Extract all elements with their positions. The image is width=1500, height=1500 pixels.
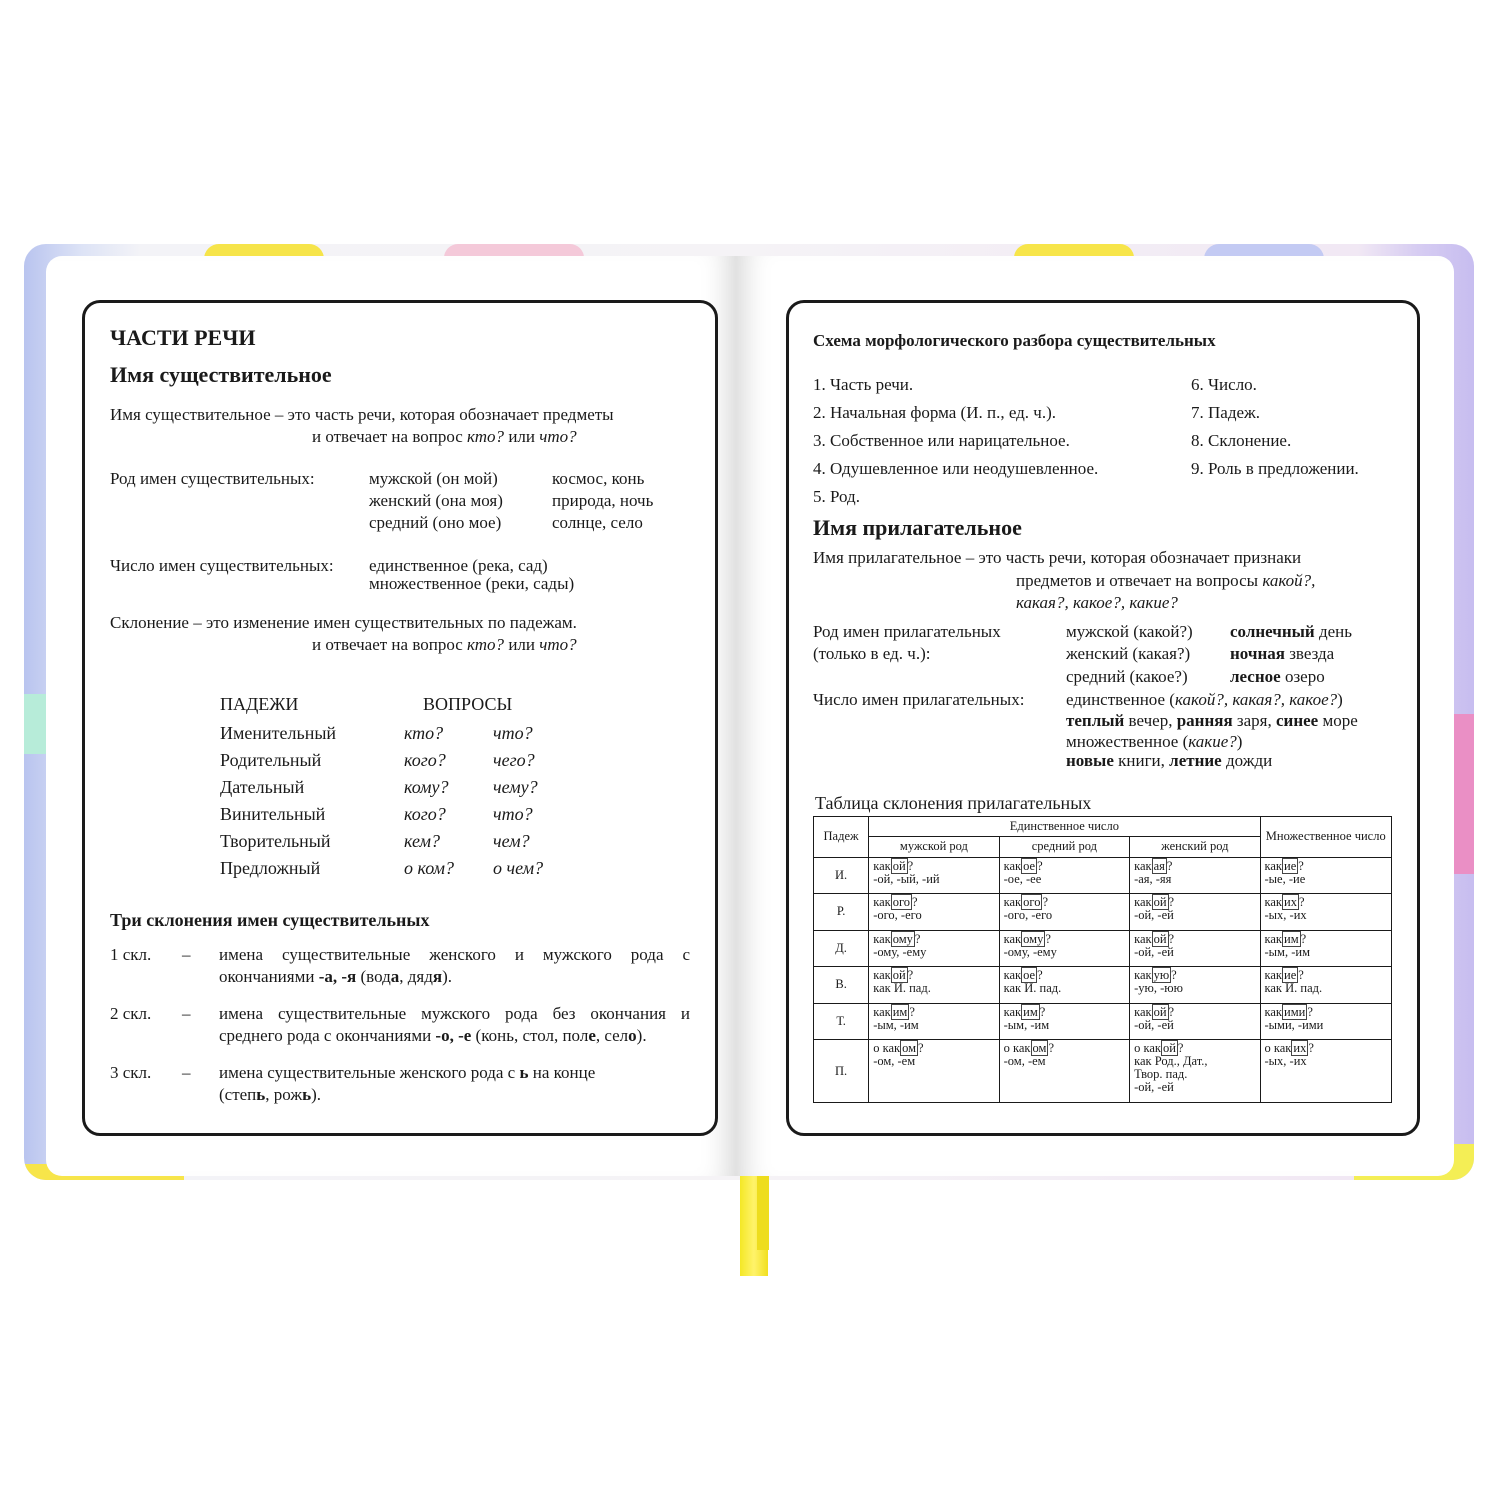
adjective-declension-table <box>813 816 1392 1103</box>
adjective-definition-line3: какая?, какое?, какие? <box>1016 593 1178 612</box>
adj-number-singular-examples: теплый вечер, ранняя заря, синее море <box>1066 711 1358 730</box>
ending-highlight: ой <box>1162 1041 1176 1056</box>
gender-row: средний (оно мое) <box>369 513 502 532</box>
table-cell: как ая ? -ая, -яя <box>1130 857 1260 894</box>
table-case-cell: Д. <box>814 930 869 967</box>
questions-header: ВОПРОСЫ <box>423 694 513 714</box>
case-question: что? <box>493 723 533 743</box>
noun-heading: Имя существительное <box>110 362 332 387</box>
table-header: средний род <box>999 837 1129 857</box>
adj-gender-example: ночная звезда <box>1230 644 1335 663</box>
table-row <box>814 857 1392 894</box>
case-question: что? <box>493 804 533 824</box>
declension-text: имена существительные женского и мужского рода с <box>219 945 690 964</box>
case-name: Родительный <box>220 750 322 770</box>
case-name: Предложный <box>220 858 321 878</box>
table-cell: как им ? -ым, -им <box>869 1003 999 1040</box>
table-cell: как их ? -ых, -их <box>1260 894 1392 931</box>
scheme-item: 8. Склонение. <box>1191 431 1292 450</box>
table-cell: как ого ? -ого, -его <box>869 894 999 931</box>
ending-highlight: ое <box>1023 858 1036 873</box>
gender-row: мужской (он мой) <box>369 469 498 488</box>
table-case-cell: П. <box>814 1040 869 1103</box>
gender-row: женский (она моя) <box>369 491 503 510</box>
adj-number-label: Число имен прилагательных: <box>813 690 1025 709</box>
noun-definition-line1: Имя существительное – это часть речи, которая обозначает предметы <box>110 405 614 424</box>
ending-highlight: ое <box>1023 968 1036 983</box>
number-row: единственное (река, сад) <box>369 556 548 575</box>
case-name: Творительный <box>220 831 331 851</box>
table-case-cell: В. <box>814 967 869 1004</box>
case-question: кого? <box>404 804 446 824</box>
adj-number-plural: множественное (какие?) <box>1066 732 1243 751</box>
declension-number: 3 скл. <box>110 1063 152 1082</box>
ending-highlight: ой <box>1153 895 1167 910</box>
table-cell: как ие ? как И. пад. <box>1260 967 1392 1004</box>
adj-gender-row: мужской (какой?) <box>1066 622 1193 641</box>
declension-dash: – <box>182 1004 191 1023</box>
declension-text: имена существительные мужского рода без окончания и <box>219 1004 690 1023</box>
case-question: чему? <box>493 777 538 797</box>
table-cell: как ой ? как И. пад. <box>869 967 999 1004</box>
table-row <box>814 894 1392 931</box>
table-header: Падеж <box>814 817 869 858</box>
case-question: о ком? <box>404 858 455 878</box>
table-cell: как ую ? -ую, -юю <box>1130 967 1260 1004</box>
ending-highlight: ая <box>1153 858 1165 873</box>
table-case-cell: Т. <box>814 1003 869 1040</box>
table-cell: как ой ? -ой, -ый, -ий <box>869 857 999 894</box>
adj-gender-example: солнечный день <box>1230 622 1353 641</box>
table-case-cell: И. <box>814 857 869 894</box>
ending-highlight: ом <box>902 1041 917 1056</box>
ending-highlight: ому <box>892 931 913 946</box>
scheme-item: 2. Начальная форма (И. п., ед. ч.). <box>813 403 1056 422</box>
case-question: кого? <box>404 750 446 770</box>
table-body <box>814 857 1392 1102</box>
table-header: женский род <box>1130 837 1260 857</box>
table-cell: как ое ? как И. пад. <box>999 967 1129 1004</box>
case-question: кто? <box>404 723 444 743</box>
adj-gender-example: лесное озеро <box>1230 667 1325 686</box>
scheme-item: 9. Роль в предложении. <box>1191 459 1359 478</box>
table-cell: как ое ? -ое, -ее <box>999 857 1129 894</box>
gender-example: природа, ночь <box>552 491 654 510</box>
adj-gender-row: средний (какое?) <box>1066 667 1188 686</box>
table-cell: как ому ? -ому, -ему <box>999 930 1129 967</box>
ending-highlight: их <box>1293 1041 1307 1056</box>
declension-table-title: Таблица склонения прилагательных <box>815 793 1092 813</box>
declension-definition-line2: и отвечает на вопрос кто? или что? <box>312 635 577 654</box>
adj-gender-row: женский (какая?) <box>1066 644 1191 663</box>
table-cell: как ому ? -ому, -ему <box>869 930 999 967</box>
case-name: Дательный <box>220 777 305 797</box>
scheme-item: 6. Число. <box>1191 375 1257 394</box>
table-cell: о как ом ? -ом, -ем <box>999 1040 1129 1103</box>
declension-number: 1 скл. <box>110 945 152 964</box>
table-cell: как ие ? -ые, -ие <box>1260 857 1392 894</box>
gender-example: космос, конь <box>552 469 645 488</box>
scheme-item: 4. Одушевленное или неодушевленное. <box>813 459 1099 478</box>
declension-text: (степь, рожь). <box>219 1085 322 1104</box>
ending-highlight: ой <box>1153 931 1167 946</box>
case-name: Именительный <box>220 723 337 743</box>
ending-highlight: им <box>1284 931 1299 946</box>
ending-highlight: ие <box>1284 968 1297 983</box>
declension-text: среднего рода с окончаниями -о, -е (конь, стол, поле, село). <box>219 1026 647 1045</box>
ending-highlight: ими <box>1284 1004 1306 1019</box>
declension-number: 2 скл. <box>110 1004 152 1023</box>
scheme-item: 1. Часть речи. <box>813 375 914 394</box>
ending-highlight: ому <box>1023 931 1044 946</box>
table-cell: как ой ? -ой, -ей <box>1130 930 1260 967</box>
case-question: кому? <box>404 777 449 797</box>
case-question: о чем? <box>493 858 544 878</box>
adj-number-plural-examples: новые книги, летние дожди <box>1066 751 1273 770</box>
adj-gender-label: Род имен прилагательных <box>813 622 1001 641</box>
ending-highlight: ую <box>1153 968 1170 983</box>
scheme-item: 5. Род. <box>813 487 860 506</box>
ending-highlight: ой <box>892 858 906 873</box>
case-question: кем? <box>404 831 440 851</box>
declension-definition: Склонение – это изменение имен существительных по падежам. <box>110 613 577 632</box>
ending-highlight: им <box>1023 1004 1038 1019</box>
declension-dash: – <box>182 1063 191 1082</box>
ending-highlight: ой <box>892 968 906 983</box>
case-question: чем? <box>493 831 530 851</box>
adj-number-singular: единственное (какой?, какая?, какое?) <box>1066 690 1343 709</box>
table-case-cell: Р. <box>814 894 869 931</box>
ending-highlight: ой <box>1153 1004 1167 1019</box>
noun-definition-line2: и отвечает на вопрос кто? или что? <box>312 427 577 446</box>
number-row: множественное (реки, сады) <box>369 574 575 593</box>
declension-dash: – <box>182 945 191 964</box>
ending-highlight: ого <box>892 895 911 910</box>
ending-highlight: их <box>1284 895 1297 910</box>
table-cell: как ого ? -ого, -его <box>999 894 1129 931</box>
ending-highlight: ого <box>1023 895 1041 910</box>
scheme-item: 3. Собственное или нарицательное. <box>813 431 1070 450</box>
table-row <box>814 930 1392 967</box>
ribbon-bookmark-fold <box>757 1172 769 1250</box>
scheme-item: 7. Падеж. <box>1191 403 1261 422</box>
noun-number-label: Число имен существительных: <box>110 556 334 575</box>
adjective-definition-line1: Имя прилагательное – это часть речи, которая обозначает признаки <box>813 548 1302 567</box>
table-row <box>814 1003 1392 1040</box>
table-header: Множественное число <box>1260 817 1392 858</box>
scheme-heading: Схема морфологического разбора существительных <box>813 331 1216 350</box>
table-row <box>814 967 1392 1004</box>
table-header: Единственное число <box>869 817 1260 837</box>
section-title: ЧАСТИ РЕЧИ <box>110 325 256 350</box>
declension-text: окончаниями -а, -я (вода, дядя). <box>219 967 452 986</box>
ending-highlight: им <box>892 1004 908 1019</box>
table-cell: как ой ? -ой, -ей <box>1130 894 1260 931</box>
ending-highlight: ом <box>1032 1041 1047 1056</box>
three-declensions-heading: Три склонения имен существительных <box>110 910 430 930</box>
table-cell: как им ? -ым, -им <box>999 1003 1129 1040</box>
case-question: чего? <box>493 750 535 770</box>
adjective-definition-line2: предметов и отвечает на вопросы какой?, <box>1016 571 1316 590</box>
table-cell: о как ой ? как Род., Дат., Твор. пад. -ой, -ей <box>1130 1040 1260 1103</box>
table-header: мужской род <box>869 837 999 857</box>
declension-text: имена существительные женского рода с ь на конце <box>219 1063 596 1082</box>
table-row <box>814 1040 1392 1103</box>
table-cell: как ой ? -ой, -ей <box>1130 1003 1260 1040</box>
table-cell: о как их ? -ых, -их <box>1260 1040 1392 1103</box>
table-cell: как им ? -ым, -им <box>1260 930 1392 967</box>
table-cell: как ими ? -ыми, -ими <box>1260 1003 1392 1040</box>
ending-highlight: ие <box>1284 858 1297 873</box>
case-name: Винительный <box>220 804 326 824</box>
cases-header: ПАДЕЖИ <box>220 694 299 714</box>
noun-gender-label: Род имен существительных: <box>110 469 315 488</box>
gender-example: солнце, село <box>552 513 643 532</box>
adj-gender-label-note: (только в ед. ч.): <box>813 644 931 663</box>
adjective-heading: Имя прилагательное <box>813 515 1022 540</box>
table-cell: о как ом ? -ом, -ем <box>869 1040 999 1103</box>
